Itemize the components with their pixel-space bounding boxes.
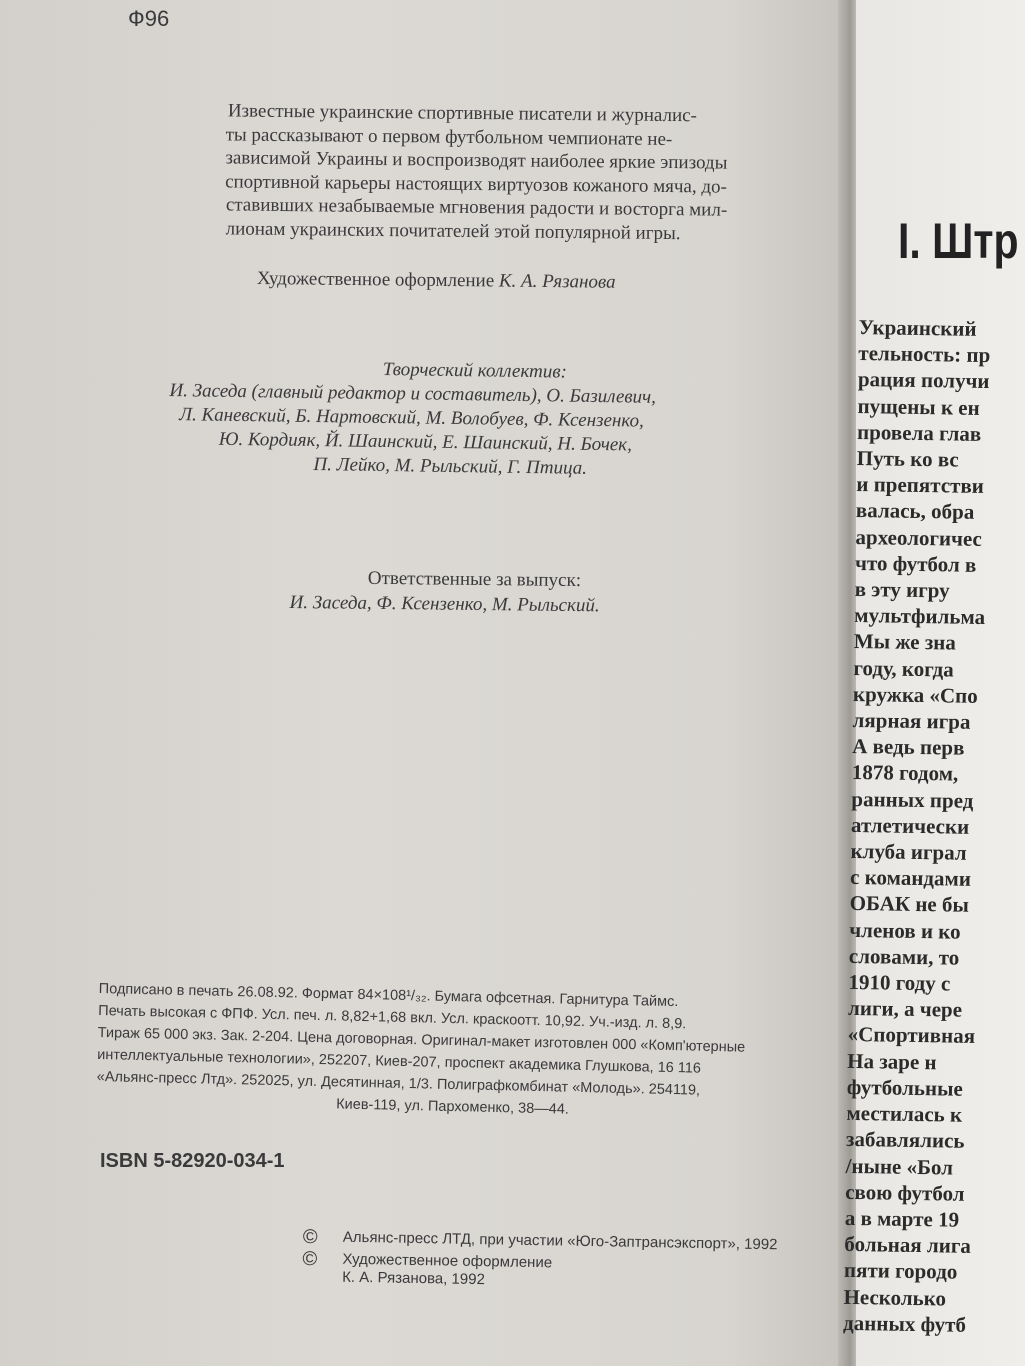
- imprint-line: Тираж 65 000 экз. Зак. 2-204. Цена договорная. Оригинал-макет изготовлен 000 «Комп'ютерные: [97, 1024, 746, 1056]
- annotation-line: спортивной карьеры настоящих виртуозов кожаного мяча, до-: [225, 170, 728, 198]
- chapter-text-line: местилась к: [846, 1100, 963, 1127]
- collective-line: И. Заседа (главный редактор и составитель), О. Базилевич,: [169, 379, 657, 408]
- chapter-text-line: археологичес: [855, 524, 983, 551]
- artist-label: Художественное оформление: [256, 268, 495, 292]
- chapter-text-line: году, когда: [853, 655, 954, 682]
- chapter-text-line: свою футбол: [845, 1179, 965, 1206]
- responsible-for-release: [289, 565, 600, 618]
- printing-imprint: [96, 978, 746, 1125]
- chapter-text-line: валась, обра: [855, 498, 975, 525]
- copyright-icon: ©: [302, 1226, 318, 1249]
- annotation-paragraph: [189, 99, 830, 247]
- responsible-heading: Ответственные за выпуск:: [367, 567, 582, 592]
- chapter-text-line: пяти городо: [843, 1258, 958, 1284]
- chapter-text-line: забавлялись: [845, 1127, 965, 1154]
- chapter-text-line: лиги, а чере: [847, 996, 963, 1022]
- chapter-text-line: 1910 году с: [848, 969, 951, 996]
- chapter-text-line: ранных пред: [851, 786, 974, 813]
- collective-line: Ю. Кордияк, Й. Шаинский, Е. Шаинский, Н. Бочек,: [218, 428, 633, 456]
- chapter-text-line: А ведь перв: [852, 734, 965, 760]
- chapter-text-line: футбольные: [846, 1074, 964, 1101]
- right-page: [842, 0, 1025, 1366]
- chapter-text-line: На заре н: [847, 1048, 937, 1074]
- imprint-line: интеллектуальные технологии», 252207, Киев-207, проспект академика Глушкова, 16 116: [97, 1046, 702, 1077]
- chapter-text-line: Украинский: [858, 314, 977, 341]
- chapter-text-line: тельность: пр: [858, 341, 991, 368]
- annotation-line: Известные украинские спортивные писатели и журналис-: [227, 100, 698, 127]
- chapter-text-line: словами, то: [848, 943, 960, 970]
- chapter-text-line: данных футб: [842, 1310, 967, 1337]
- chapter-text-line: рация получи: [857, 367, 990, 394]
- chapter-text-line: /ныне «Бол: [845, 1153, 954, 1180]
- library-index-code: Ф96: [128, 6, 170, 31]
- chapter-text-line: клуба играл: [850, 838, 967, 865]
- chapter-text-line: Мы же зна: [853, 629, 957, 655]
- chapter-text-line: мультфильма: [854, 603, 986, 630]
- chapter-text-line: а в марте 19: [844, 1205, 960, 1232]
- artist-credit: [257, 268, 616, 294]
- chapter-text-line: Несколько: [843, 1284, 947, 1311]
- annotation-line: ты рассказывают о первом футбольном чемпионате не-: [225, 123, 673, 150]
- chapter-title: I. Штр: [898, 213, 1019, 269]
- chapter-text-line: кружка «Спо: [852, 681, 978, 708]
- chapter-text-line: провела глав: [856, 419, 982, 446]
- annotation-line: лионам украинских почитателей этой популярной игры.: [225, 217, 681, 244]
- collective-heading: Творческий коллектив:: [382, 358, 567, 383]
- copyright-block: [302, 1228, 778, 1298]
- chapter-text-line: больная лига: [844, 1231, 972, 1258]
- chapter-text-line: ОБАК не бы: [849, 891, 970, 918]
- chapter-text-line: и препятстви: [856, 472, 985, 499]
- chapter-text-line: в эту игру: [854, 576, 950, 603]
- imprint-line: Печать высокая с ФПФ. Усл. печ. л. 8,82+1,68 вкл. Усл. краскоотт. 10,92. Уч.-изд. л. 8,9.: [98, 1002, 687, 1033]
- copyright-icon: ©: [302, 1247, 318, 1271]
- collective-line: Л. Каневский, Б. Нартовский, М. Волобуев, Ф. Ксензенко,: [179, 404, 644, 432]
- copyright-line: Альянс-пресс ЛТД, при участии «Юго-Заптрансэкспорт», 1992: [342, 1228, 778, 1254]
- chapter-text-line: Путь ко вс: [856, 445, 959, 472]
- copyright-line: Художественное оформление: [342, 1250, 553, 1272]
- chapter-text-line: членов и ко: [849, 917, 961, 944]
- imprint-line: «Альянс-пресс Лтд». 252025, ул. Десятинная, 1/3. Полиграфкомбинат «Молодь». 254119,: [96, 1068, 701, 1099]
- annotation-line: зависимой Украины и воспроизводят наиболее яркие эпизоды: [225, 147, 728, 174]
- chapter-text-line: атлетически: [850, 812, 970, 839]
- chapter-text-line: лярная игра: [852, 707, 971, 734]
- creative-collective: [168, 355, 656, 482]
- imprint-line: Подписано в печать 26.08.92. Формат 84×108¹/₃₂. Бумага офсетная. Гарнитура Таймс.: [98, 980, 679, 1011]
- artist-name: К. А. Рязанова: [498, 270, 616, 293]
- chapter-body-text: [843, 314, 991, 1338]
- copyright-line: К. А. Рязанова, 1992: [341, 1268, 486, 1289]
- imprint-line: Киев-119, ул. Пархоменко, 38—44.: [336, 1096, 570, 1118]
- collective-line: П. Лейко, М. Рыльский, Г. Птица.: [313, 454, 588, 479]
- chapter-text-line: «Спортивная: [847, 1022, 976, 1049]
- annotation-line: ставивших незабываемые мгновения радости и восторга мил-: [225, 194, 728, 221]
- chapter-text-line: с командами: [849, 865, 972, 892]
- chapter-text-line: пущены к ен: [857, 393, 980, 420]
- chapter-text-line: 1878 годом,: [851, 760, 959, 787]
- isbn-number: ISBN 5-82920-034-1: [100, 1150, 285, 1172]
- responsible-names: И. Заседа, Ф. Ксензенко, М. Рыльский.: [289, 591, 600, 617]
- chapter-text-line: что футбол в: [854, 550, 977, 577]
